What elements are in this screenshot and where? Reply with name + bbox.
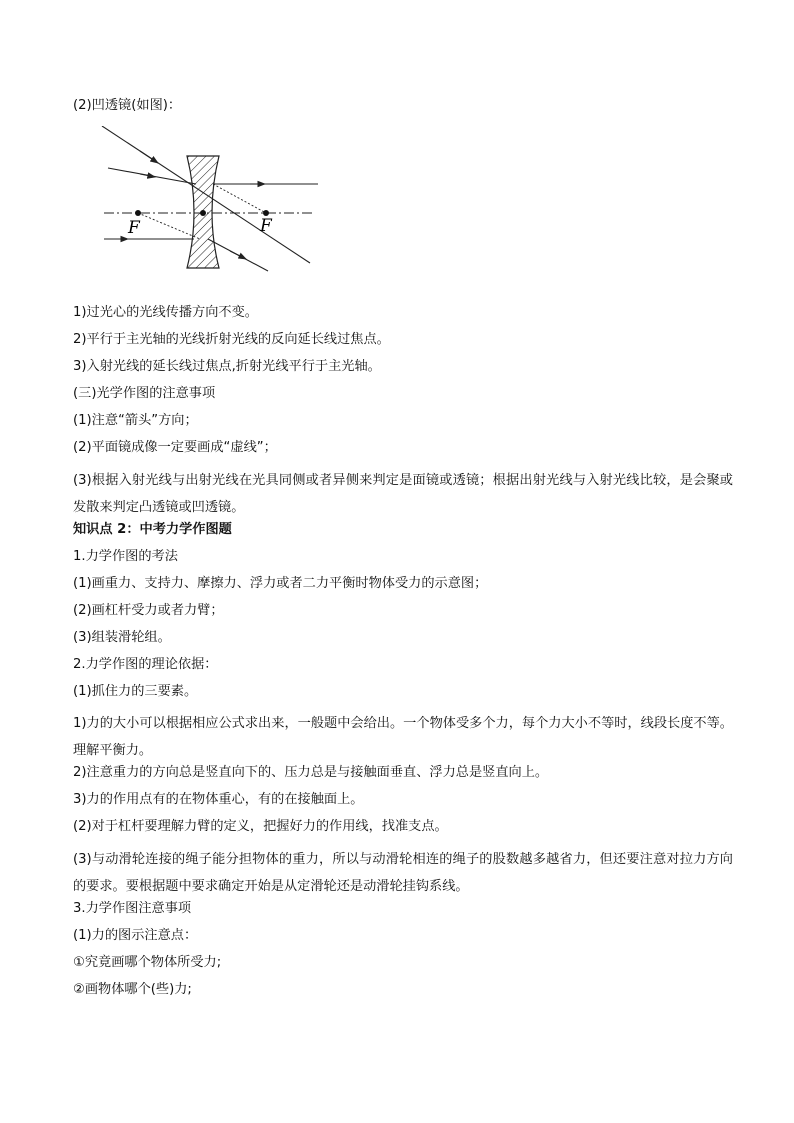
paragraph: 1)过光心的光线传播方向不变。 <box>73 305 258 320</box>
paragraph: 1.力学作图的考法 <box>73 549 178 564</box>
paragraph: (2)对于杠杆要理解力臂的定义，把握好力的作用线，找准支点。 <box>73 819 448 834</box>
paragraph: (3)组装滑轮组。 <box>73 630 171 645</box>
knowledge-point-heading: 知识点 2：中考力学作图题 <box>73 522 232 537</box>
paragraph: (1)画重力、支持力、摩擦力、浮力或者二力平衡时物体受力的示意图； <box>73 576 488 591</box>
paragraph: (2)画杠杆受力或者力臂； <box>73 603 224 618</box>
paragraph: 2)注意重力的方向总是竖直向下的、压力总是与接触面垂直、浮力总是竖直向上。 <box>73 765 549 780</box>
paragraph: 3)入射光线的延长线过焦点,折射光线平行于主光轴。 <box>73 359 381 374</box>
paragraph: 2)平行于主光轴的光线折射光线的反向延长线过焦点。 <box>73 332 390 347</box>
paragraph: ①究竟画哪个物体所受力; <box>73 955 222 970</box>
focal-label-left: F <box>128 218 140 238</box>
optical-center <box>200 210 206 216</box>
paragraph: 1)力的大小可以根据相应公式求出来，一般题中会给出。一个物体受多个力，每个力大小不等时，线段长度不等。理解平衡力。 <box>73 716 733 758</box>
paragraph: (3)与动滑轮连接的绳子能分担物体的重力，所以与动滑轮相连的绳子的股数越多越省力，但还要注意对拉力方向的要求。要根据题中要求确定开始是从定滑轮还是动滑轮挂钩系线。 <box>73 852 733 894</box>
focal-label-right: F <box>260 216 272 236</box>
section-heading: (2)凹透镜(如图)： <box>73 98 182 113</box>
paragraph: 3.力学作图注意事项 <box>73 901 192 916</box>
paragraph: (1)抓住力的三要素。 <box>73 684 198 699</box>
paragraph: ②画物体哪个(些)力; <box>73 982 192 997</box>
paragraph: (三)光学作图的注意事项 <box>73 386 216 401</box>
paragraph: 2.力学作图的理论依据： <box>73 657 218 672</box>
paragraph: (3)根据入射光线与出射光线在光具同侧或者异侧来判定是面镜或透镜；根据出射光线与入射光线比较，是会聚或发散来判定凸透镜或凹透镜。 <box>73 473 733 515</box>
concave-lens-diagram <box>100 126 325 276</box>
left-focal-point <box>135 210 141 216</box>
paragraph: (2)平面镜成像一定要画成“虚线”； <box>73 440 277 455</box>
paragraph: 3)力的作用点有的在物体重心，有的在接触面上。 <box>73 792 364 807</box>
paragraph: (1)力的图示注意点： <box>73 928 198 943</box>
paragraph: (1)注意“箭头”方向； <box>73 413 198 428</box>
